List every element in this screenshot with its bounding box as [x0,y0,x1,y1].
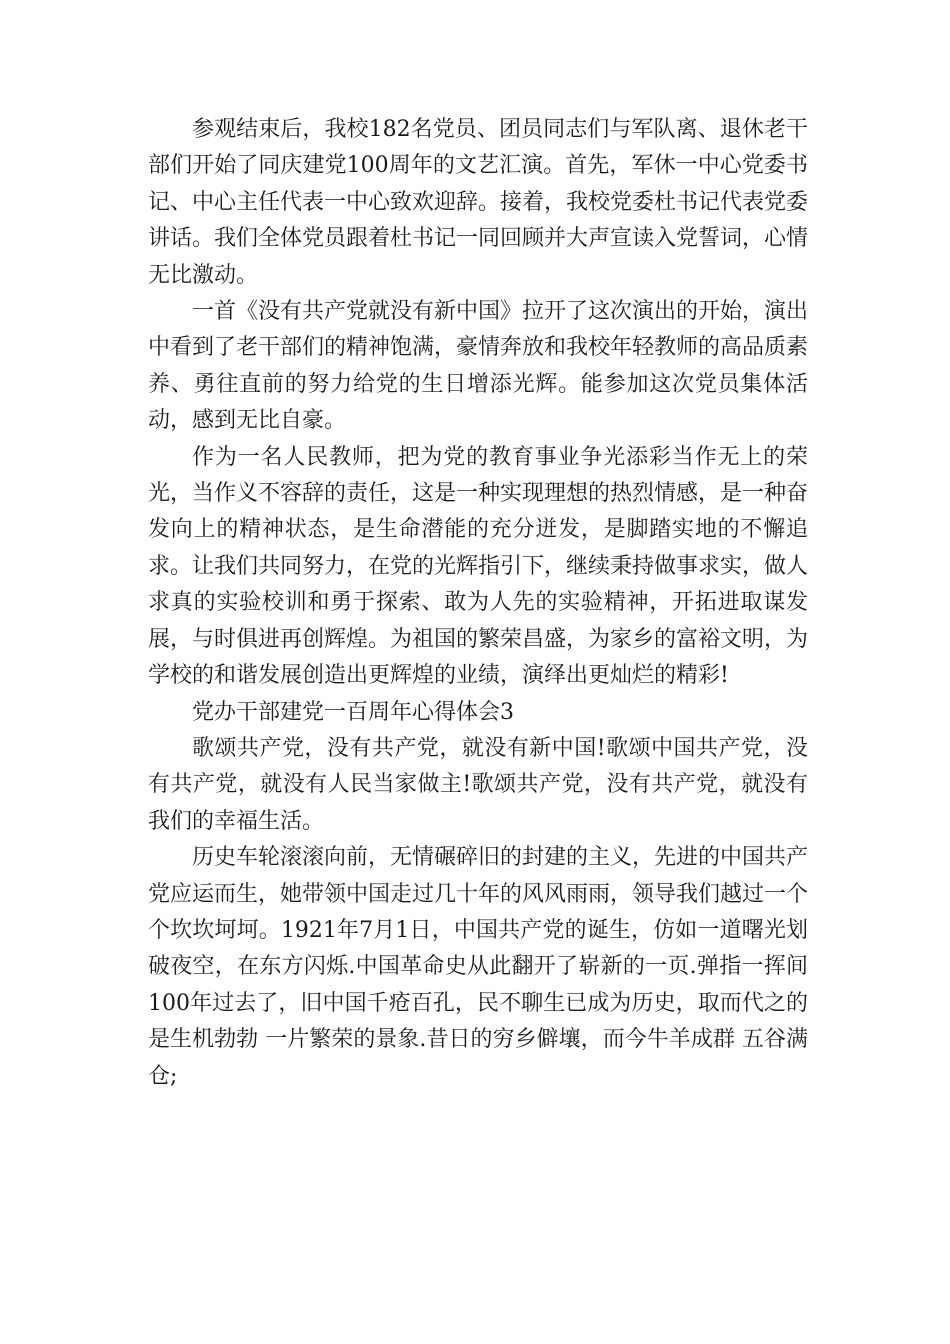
paragraph-5: 历史车轮滚滚向前，无情碾碎旧的封建的主义，先进的中国共产党应运而生，她带领中国走过几十年的风风雨雨，领导我们越过一个个坎坎坷坷。1921年7月1日，中国共产党的诞生，仿如一道曙光划破夜空，在东方闪烁.中国革命史从此翻开了崭新的一页.弹指一挥间100年过去了，旧中国千疮百孔，民不聊生已成为历史，取而代之的是生机勃勃 一片繁荣的景象.昔日的穷乡僻壤，而今牛羊成群 五谷满仓; [148,845,809,1089]
section-heading: 党办干部建党一百周年心得体会3 [192,699,514,725]
paragraph-4: 歌颂共产党，没有共产党，就没有新中国!歌颂中国共产党，没有共产党，就没有人民当家做主!歌颂共产党，没有共产党，就没有我们的幸福生活。 [148,735,808,834]
paragraph-2: 一首《没有共产党就没有新中国》拉开了这次演出的开始，演出中看到了老干部们的精神饱满，豪情奔放和我校年轻教师的高品质素养、勇往直前的努力给党的生日增添光辉。能参加这次党员集体活动，感到无比自豪。 [148,299,809,434]
paragraph-3: 作为一名人民教师，把为党的教育事业争光添彩当作无上的荣光，当作义不容辞的责任，这是一种实现理想的热烈情感，是一种奋发向上的精神状态，是生命潜能的充分迸发，是脚踏实地的不懈追求。让我们共同努力，在党的光辉指引下，继续秉持做事求实，做人求真的实验校训和勇于探索、敢为人先的实验精神，开拓进取谋发展，与时俱进再创辉煌。为祖国的繁荣昌盛，为家乡的富裕文明，为学校的和谐发展创造出更辉煌的业绩，演绎出更灿烂的精彩! [148,444,809,689]
document-body [148,112,808,1095]
paragraph-1: 参观结束后，我校182名党员、团员同志们与军队离、退休老干部们开始了同庆建党100周年的文艺汇演。首先，军休一中心党委书记、中心主任代表一中心致欢迎辞。接着，我校党委杜书记代表党委讲话。我们全体党员跟着杜书记一同回顾并大声宣读入党誓词，心情无比激动。 [148,117,809,288]
